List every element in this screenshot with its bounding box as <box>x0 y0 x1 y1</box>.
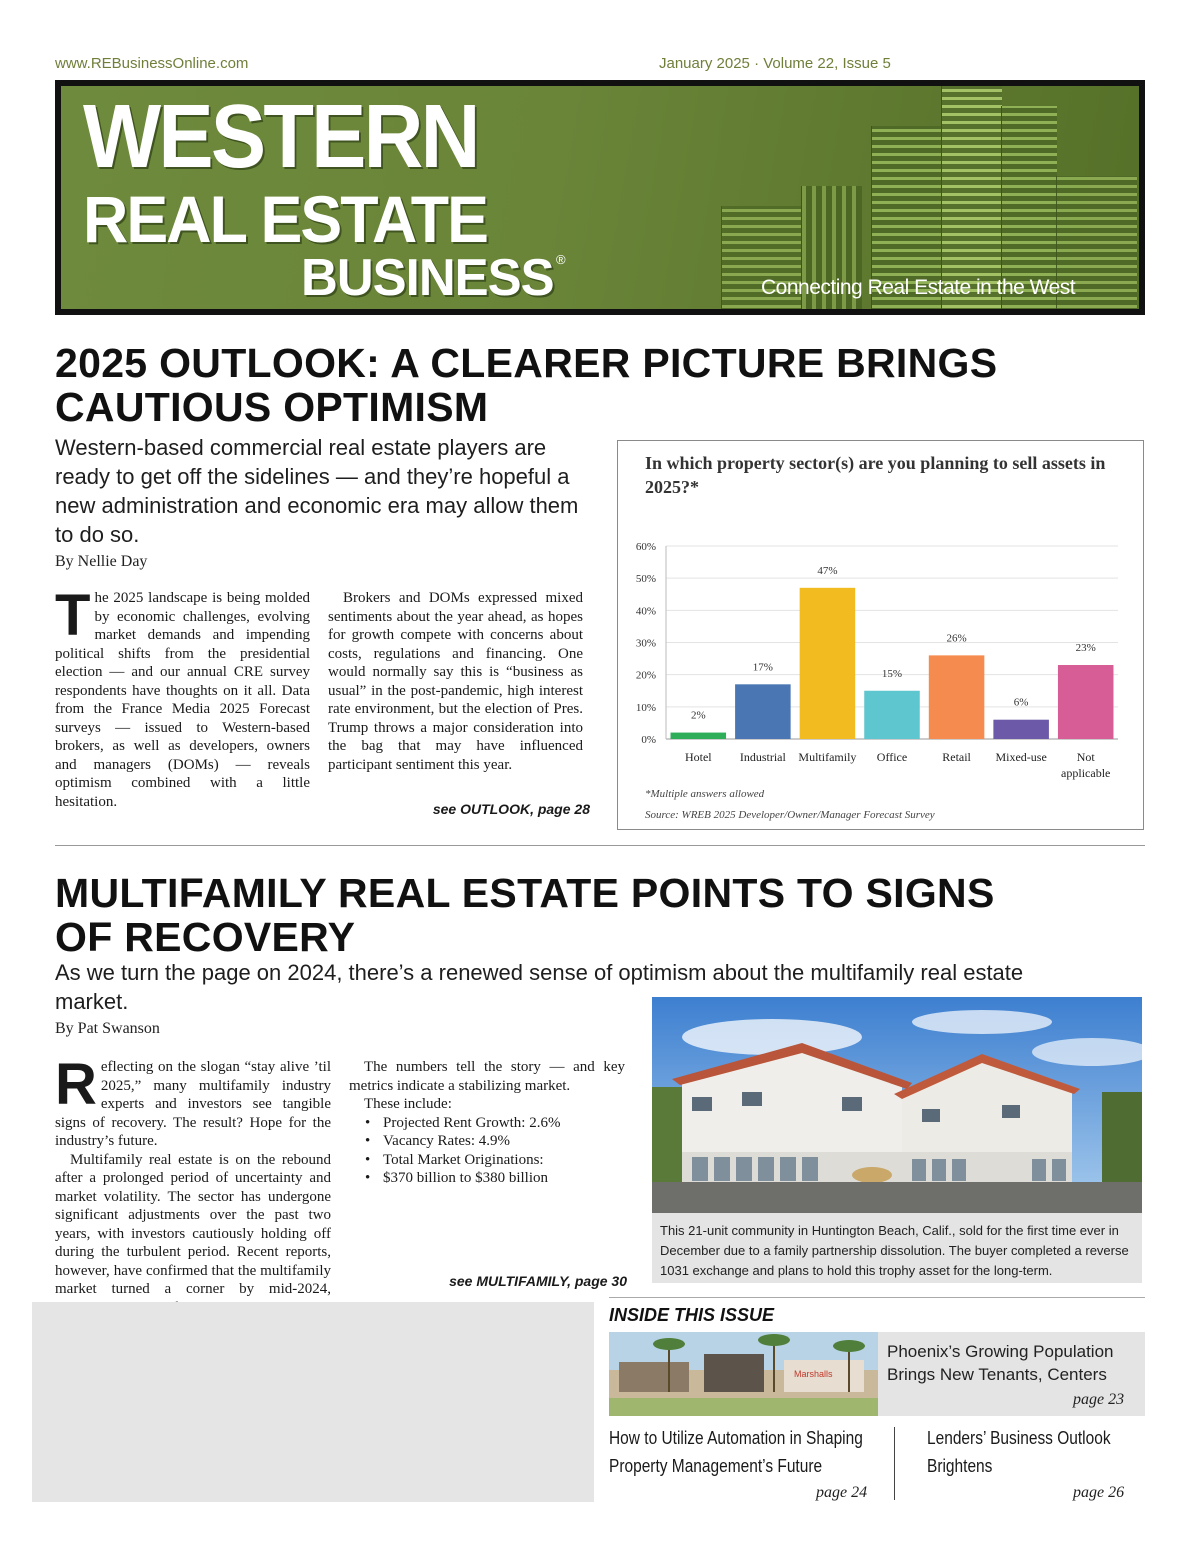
metrics-list <box>349 1114 625 1188</box>
y-tick-label: 20% <box>635 669 656 682</box>
inside-column-divider <box>894 1427 895 1500</box>
article2-col2-p1: The numbers tell the story — and key metrics indicate a stabilizing market. <box>349 1059 625 1094</box>
article1-byline: By Nellie Day <box>55 553 148 570</box>
article1-col1-text: he 2025 landscape is being molded by economic challenges, evolving market demands and impending political shifts from the presidential election — and our annual CRE survey respondents have thoughts on it all. Data from the France Media 2025 Forecast surveys — issued to Western-based brokers, as well as developers, owners and managers (DOMs) — reveals optimism combined with a little hesitation. <box>55 590 310 810</box>
bar <box>1058 665 1114 739</box>
x-tick-label: Office <box>876 750 908 764</box>
y-tick-label: 0% <box>641 734 656 746</box>
data-label: 2% <box>690 709 706 722</box>
bar <box>800 588 856 739</box>
list-item: • Vacancy Rates: 4.9% <box>361 1132 625 1151</box>
data-label: 23% <box>1075 642 1096 655</box>
y-tick-label: 60% <box>635 541 656 553</box>
photo-caption: This 21-unit community in Huntington Beach, Calif., sold for the first time ever in December due to a family partnership dissolution. The buyer completed a reverse 1031 exchange and plans to hold this trophy asset for the long-term. <box>652 1213 1142 1283</box>
article2-continued-link[interactable]: see MULTIFAMILY, page 30 <box>449 1273 627 1289</box>
y-tick-label: 10% <box>635 701 656 714</box>
bar <box>929 655 985 739</box>
chart-footnote: *Multiple answers allowed <box>645 788 765 800</box>
article1-column1 <box>55 583 310 811</box>
chart-title: In which property sector(s) are you planning to sell assets in 2025?* <box>645 453 1106 497</box>
chart-plot <box>618 441 1143 829</box>
list-item: • $370 billion to $380 billion <box>361 1169 625 1188</box>
article2-col1-p1: eflecting on the slogan “stay alive ’til 2025,” many multifamily industry experts and investors see tangible signs of recovery. The result? Hope for the industry’s future. <box>55 1059 331 1149</box>
masthead-western: WESTERN <box>83 87 478 187</box>
x-tick-label: Hotel <box>684 750 712 764</box>
article2-column2 <box>349 1058 625 1188</box>
chart-source: Source: WREB 2025 Developer/Owner/Manager Forecast Survey <box>645 809 935 821</box>
article2-col2-p2: These include: <box>364 1096 452 1112</box>
list-item: • Total Market Originations: <box>361 1151 625 1170</box>
data-label: 17% <box>752 661 773 674</box>
inside-feature[interactable] <box>609 1332 1145 1416</box>
bar <box>671 733 727 739</box>
x-tick-label: Not <box>1076 750 1095 764</box>
bar <box>864 691 920 739</box>
ad-placeholder <box>32 1302 594 1502</box>
masthead <box>55 80 1145 315</box>
article1-deck: Western-based commercial real estate players are ready to get off the sidelines — and they’re hopeful a new administration and economic era may allow them to do so. <box>55 435 579 547</box>
y-tick-label: 50% <box>635 573 656 586</box>
shopping-center-photo <box>609 1332 878 1416</box>
x-tick-label: Industrial <box>739 750 786 764</box>
masthead-business: BUSINESS <box>301 249 554 307</box>
issue-info: January 2025 · Volume 22, Issue 5 <box>659 55 891 72</box>
dropcap: R <box>55 1052 97 1117</box>
article2-col1-p2: Multifamily real estate is on the rebound after a prolonged period of uncertainty and market volatility. The sector has undergone significant adjustments over the past two years, with investors cautiously holding off during the turbulent period. Recent reports, however, have confirmed that the multifamily market turned a corner by mid-2024, <box>55 1151 331 1297</box>
inside-item2-title[interactable]: Lenders’ Business Outlook Brightens <box>927 1428 1111 1476</box>
store-sign: Marshalls <box>794 1369 833 1379</box>
masthead-tagline: Connecting Real Estate in the West <box>761 276 1076 299</box>
x-tick-label: applicable <box>1061 766 1111 780</box>
article2-headline[interactable]: MULTIFAMILY REAL ESTATE POINTS TO SIGNS OF RECOVERY <box>55 870 995 960</box>
article1-column2 <box>328 589 583 774</box>
survey-chart <box>617 440 1144 830</box>
inside-divider <box>609 1297 1145 1298</box>
data-label: 15% <box>881 667 903 680</box>
feature-page: page 23 <box>1073 1391 1125 1408</box>
article1-col2-text: Brokers and DOMs expressed mixed sentiments about the year ahead, as hopes for growth compete with concerns about costs, regulations and financing. One would normally say this is “business as usual” in the post-pandemic, high interest rate environment, but the election of Pres. Trump throws a major consideration into the bag that may have influenced participant sentiment this year. <box>328 590 583 773</box>
data-label: 6% <box>1013 696 1029 709</box>
y-tick-label: 40% <box>635 605 656 618</box>
list-item: • Projected Rent Growth: 2.6% <box>361 1114 625 1133</box>
feature-title[interactable]: Phoenix’s Growing Population Brings New Tenants, Centers <box>887 1342 1114 1384</box>
article1-headline[interactable]: 2025 OUTLOOK: A CLEARER PICTURE BRINGS CAUTIOUS OPTIMISM <box>55 340 998 430</box>
masthead-real-estate: REAL ESTATE <box>83 182 488 256</box>
data-label: 26% <box>946 632 967 645</box>
inside-item1-title[interactable]: How to Utilize Automation in Shaping Property Management’s Future <box>609 1428 863 1476</box>
article1-continued-link[interactable]: see OUTLOOK, page 28 <box>432 801 590 817</box>
dropcap: T <box>55 583 91 648</box>
article2-column1 <box>55 1052 331 1317</box>
bar <box>735 684 791 739</box>
article2-byline: By Pat Swanson <box>55 1020 160 1037</box>
registered-mark: ® <box>556 252 566 267</box>
y-tick-label: 30% <box>635 637 656 650</box>
section-divider <box>55 845 1145 846</box>
x-tick-label: Multifamily <box>798 750 857 764</box>
bar <box>993 720 1049 739</box>
inside-item1-page: page 24 <box>816 1484 868 1501</box>
data-label: 47% <box>817 564 838 577</box>
x-tick-label: Mixed-use <box>995 750 1047 764</box>
inside-issue-title: INSIDE THIS ISSUE <box>609 1305 775 1325</box>
inside-item2-page: page 26 <box>1073 1484 1125 1501</box>
website-url[interactable]: www.REBusinessOnline.com <box>55 55 249 72</box>
apartment-photo <box>652 997 1142 1213</box>
article2-deck: As we turn the page on 2024, there’s a renewed sense of optimism about the multifamily real estate market. <box>55 960 1024 1014</box>
x-tick-label: Retail <box>942 750 971 764</box>
